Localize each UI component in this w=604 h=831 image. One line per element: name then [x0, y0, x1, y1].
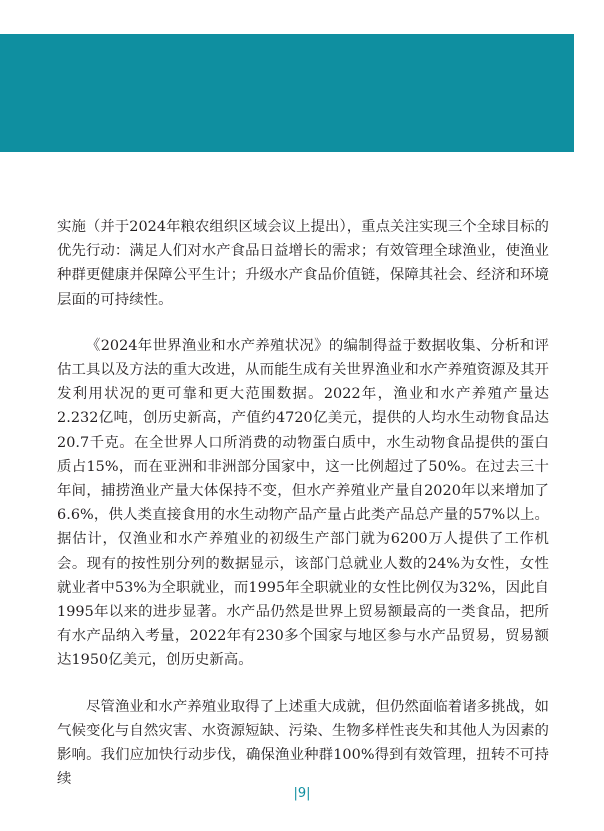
paragraph-3: 尽管渔业和水产养殖业取得了上述重大成就，但仍然面临着诸多挑战，如气候变化与自然灾害、水资源短缺、污染、生物多样性丧失和其他人为因素的影响。我们应加快行动步伐，确保渔业种群100%得到有效管理，扭转不可持续: [57, 698, 549, 788]
paragraph-2: 《2024年世界渔业和水产养殖状况》的编制得益于数据收集、分析和评估工具以及方法的重大改进，从而能生成有关世界渔业和水产养殖资源及其开发利用状况的更可靠和更大范围数据。2022年，渔业和水产养殖产量达2.232亿吨，创历史新高，产值约4720亿美元，提供的人均水生动物食品达20.7千克。在全世界人口所消费的动物蛋白质中，水生动物食品提供的蛋白质占15%，而在亚洲和非洲部分国家中，这一比例超过了50%。在过去三十年间，捕捞渔业产量大体保持不变，但水产养殖业产量自2020年以来增加了6.6%，供人类直接食用的水生动物产品产量占此类产品总产量的57%以上。据估计，仅渔业和水产养殖业的初级生产部门就为6200万人提供了工作机会。现有的按性别分列的数据显示，该部门总就业人数的24%为女性，女性就业者中53%为全职就业，而1995年全职就业的女性比例仅为32%，因此自1995年以来的进步显著。水产品仍然是世界上贸易额最高的一类食品，把所有水产品纳入考量，2022年有230多个国家与地区参与水产品贸易，贸易额达1950亿美元，创历史新高。: [57, 337, 549, 669]
page-number: |9|: [293, 786, 311, 801]
body-text: [57, 215, 549, 791]
paragraph-1: 实施（并于2024年粮农组织区域会议上提出），重点关注实现三个全球目标的优先行动：满足人们对水产食品日益增长的需求；有效管理全球渔业，使渔业种群更健康并保障公平生计；升级水产食品价值链，保障其社会、经济和环境层面的可持续性。: [57, 219, 549, 308]
header-band: [0, 34, 574, 152]
